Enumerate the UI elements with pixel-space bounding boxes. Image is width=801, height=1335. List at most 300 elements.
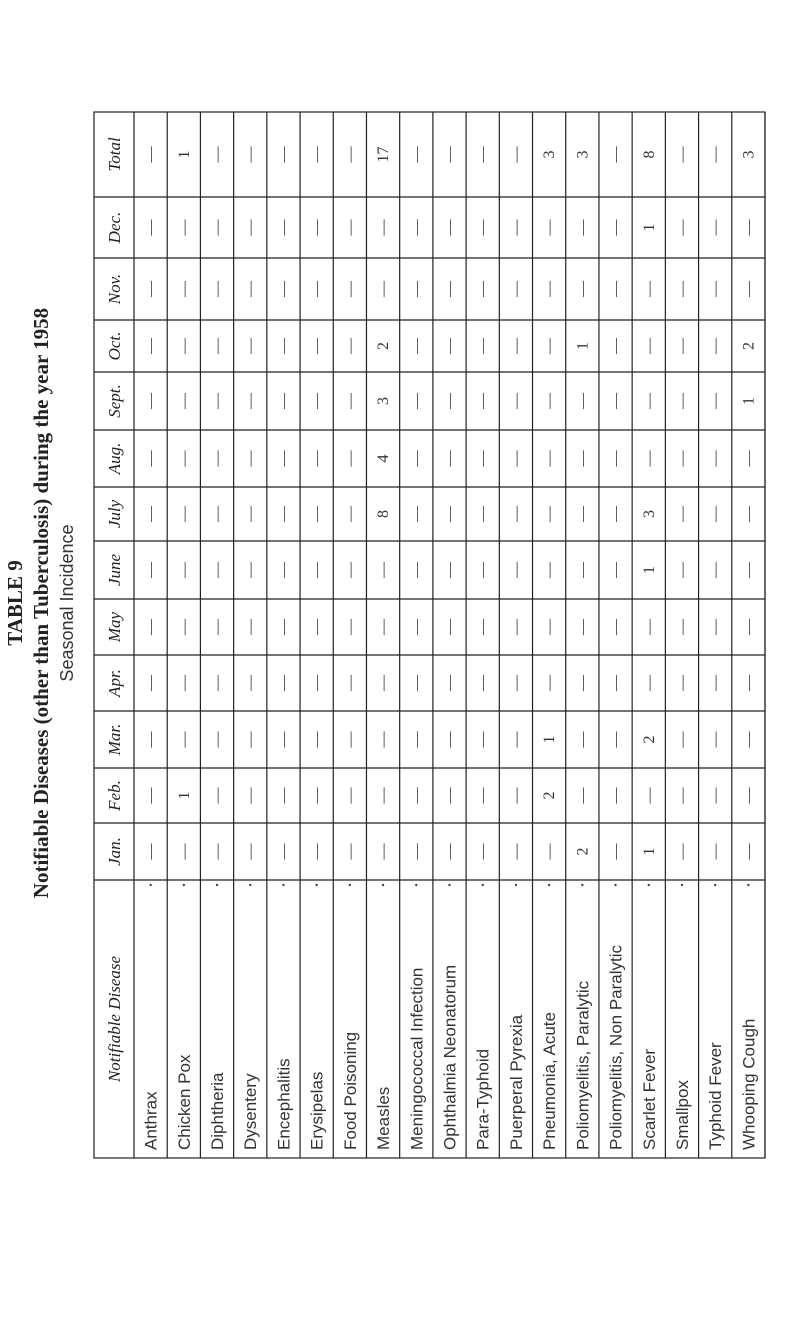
disease-name: Dysentery [241,1073,261,1150]
table-row [540,151,559,1151]
leader-dot [548,884,550,886]
cell-value: — [607,787,625,804]
leader-dot [714,884,716,886]
cell-value: — [574,731,592,748]
cell-value: — [474,843,492,860]
table-row [673,146,692,1151]
disease-name: Poliomyelitis, Non Paralytic [606,944,626,1150]
cell-value: — [740,219,758,236]
cell-value: — [507,506,525,522]
table-row [706,146,725,1151]
cell-value: — [474,731,492,748]
cell-value: — [275,506,293,522]
cell-value: — [142,675,160,691]
cell-value: — [607,281,625,297]
table-number: TABLE 9 [3,560,27,646]
cell-value: — [408,146,426,163]
cell-value: — [507,619,525,635]
cell-value: — [574,281,592,297]
cell-value: — [375,619,393,635]
column-header: June [105,553,124,587]
column-header: July [105,499,124,529]
cell-value: 3 [574,150,592,159]
cell-value: 1 [640,847,658,856]
cell-value: — [308,146,326,163]
cell-value: — [541,450,559,467]
cell-value: 1 [175,791,193,800]
table-row [341,146,360,1151]
cell-value: 1 [574,342,592,350]
cell-value: — [142,506,160,522]
cell-value: — [242,787,260,804]
cell-value: — [375,675,393,691]
cell-value: — [673,731,691,748]
leader-dot [315,884,317,886]
cell-value: — [673,675,691,691]
table-border [94,112,765,1158]
cell-value: — [541,393,559,409]
cell-value: — [441,675,459,691]
cell-value: — [707,619,725,635]
cell-value: — [275,731,293,748]
cell-value: — [209,219,227,236]
cell-value: — [740,450,758,467]
leader-dot [349,884,351,886]
column-header: May [105,611,124,643]
cell-value: — [209,843,227,860]
cell-value: — [507,562,525,578]
cell-value: — [474,146,492,163]
cell-value: — [507,843,525,860]
cell-value: — [441,506,459,522]
cell-value: — [673,619,691,635]
cell-value: — [541,562,559,578]
column-header: Jan. [105,837,124,866]
cell-value: — [607,146,625,163]
disease-name: Whooping Cough [739,1018,759,1150]
cell-value: — [673,393,691,409]
cell-value: — [175,843,193,860]
cell-value: — [408,562,426,578]
table-row [441,146,460,1151]
cell-value: — [541,281,559,297]
disease-name: Anthrax [141,1091,161,1150]
cell-value: — [441,450,459,467]
table-row [640,151,659,1151]
table-row [374,147,393,1151]
cell-value: — [507,787,525,804]
cell-value: — [408,393,426,409]
cell-value: 1 [740,397,758,405]
leader-dot [382,884,384,886]
cell-value: — [209,675,227,691]
cell-value: — [242,675,260,691]
cell-value: — [541,675,559,691]
cell-value: — [209,787,227,804]
cell-value: — [308,450,326,467]
cell-value: — [707,281,725,297]
cell-value: — [341,506,359,522]
cell-value: — [707,562,725,578]
cell-value: — [308,338,326,354]
cell-value: — [541,338,559,354]
disease-name: Pneumonia, Acute [540,1012,560,1150]
cell-value: — [375,843,393,860]
cell-value: — [308,675,326,691]
leader-dot [515,884,517,886]
cell-value: 1 [175,150,193,159]
cell-value: — [707,843,725,860]
cell-value: — [507,450,525,467]
cell-value: — [707,787,725,804]
cell-value: 4 [375,454,393,463]
cell-value: — [308,843,326,860]
cell-value: — [607,675,625,691]
cell-value: — [740,787,758,804]
cell-value: 3 [740,150,758,159]
cell-value: — [640,338,658,354]
leader-dot [282,884,284,886]
cell-value: — [209,619,227,635]
leader-dot [249,884,251,886]
leader-dot [614,884,616,886]
cell-value: — [640,619,658,635]
disease-name: Diphtheria [208,1072,228,1150]
cell-value: — [607,843,625,860]
cell-value: — [441,219,459,236]
table-row [407,146,426,1151]
cell-value: — [673,338,691,354]
cell-value: — [574,450,592,467]
cell-value: — [408,843,426,860]
table-row [142,146,161,1151]
cell-value: — [341,281,359,297]
cell-value: — [275,843,293,860]
cell-value: — [408,338,426,354]
column-header: Total [105,137,124,172]
column-header: Mar. [105,723,124,756]
cell-value: — [707,393,725,409]
disease-name: Erysipelas [307,1071,327,1150]
leader-dot [581,884,583,886]
cell-value: — [474,393,492,409]
cell-value: — [242,338,260,354]
cell-value: — [507,731,525,748]
cell-value: — [242,843,260,860]
cell-value: 17 [375,146,393,163]
cell-value: — [175,338,193,354]
cell-value: — [607,338,625,354]
cell-value: — [507,281,525,297]
column-header: Apr. [105,669,124,697]
cell-value: — [142,281,160,297]
cell-value: — [441,338,459,354]
cell-value: — [673,281,691,297]
cell-value: — [242,281,260,297]
cell-value: — [242,146,260,163]
cell-value: — [607,731,625,748]
cell-value: — [175,731,193,748]
leader-dot [747,884,749,886]
cell-value: — [275,562,293,578]
cell-value: — [308,562,326,578]
cell-value: — [474,619,492,635]
cell-value: — [308,731,326,748]
table-row [274,146,293,1151]
cell-value: — [574,787,592,804]
cell-value: — [142,562,160,578]
leader-dot [648,884,650,886]
cell-value: 1 [640,566,658,574]
cell-value: — [574,219,592,236]
cell-value: — [507,338,525,354]
table-row [308,146,327,1151]
cell-value: — [408,731,426,748]
cell-value: — [607,619,625,635]
cell-value: 3 [640,510,658,518]
cell-value: — [242,393,260,409]
cell-value: — [175,506,193,522]
cell-value: — [142,731,160,748]
table-row [208,146,227,1151]
leader-dot [681,884,683,886]
cell-value: — [375,219,393,236]
column-header: Aug. [105,442,124,475]
cell-value: — [740,506,758,522]
disease-name: Smallpox [672,1080,692,1150]
cell-value: — [507,219,525,236]
cell-value: — [673,450,691,467]
cell-value: — [441,787,459,804]
table-title: Notifiable Diseases (other than Tuberculosis) during the year 1958 [29,307,53,899]
cell-value: — [142,619,160,635]
table-row [739,151,758,1151]
disease-name: Measles [374,1086,394,1150]
cell-value: — [673,146,691,163]
cell-value: — [375,562,393,578]
disease-name: Food Poisoning [340,1031,360,1150]
cell-value: — [441,393,459,409]
cell-value: — [441,146,459,163]
table-row [573,151,592,1151]
cell-value: — [341,450,359,467]
cell-value: 8 [640,150,658,159]
table-row [607,146,626,1151]
cell-value: — [474,787,492,804]
cell-value: — [408,450,426,467]
table-row [241,146,260,1151]
cell-value: — [507,675,525,691]
cell-value: — [308,787,326,804]
cell-value: — [740,619,758,635]
cell-value: — [673,843,691,860]
cell-value: — [574,562,592,578]
cell-value: 2 [541,791,559,800]
cell-value: — [740,843,758,860]
cell-value: — [474,562,492,578]
column-header: Feb. [105,780,124,811]
leader-dot [216,884,218,886]
cell-value: — [408,675,426,691]
disease-name: Typhoid Fever [706,1042,726,1150]
cell-value: — [707,338,725,354]
cell-value: — [242,562,260,578]
cell-value: — [275,219,293,236]
cell-value: — [175,450,193,467]
cell-value: — [341,146,359,163]
cell-value: — [209,450,227,467]
cell-value: — [640,281,658,297]
cell-value: — [707,450,725,467]
cell-value: 1 [640,223,658,232]
cell-value: — [474,506,492,522]
cell-value: — [740,281,758,297]
cell-value: — [242,619,260,635]
cell-value: — [640,787,658,804]
disease-name: Ophthalmia Neonatorum [440,964,460,1150]
cell-value: — [375,731,393,748]
cell-value: — [474,219,492,236]
cell-value: — [209,338,227,354]
cell-value: — [242,506,260,522]
cell-value: — [341,219,359,236]
cell-value: — [275,338,293,354]
cell-value: — [308,219,326,236]
cell-value: — [308,281,326,297]
cell-value: — [441,619,459,635]
disease-name: Chicken Pox [174,1054,194,1150]
cell-value: — [574,506,592,522]
cell-value: — [408,219,426,236]
cell-value: 2 [375,342,393,350]
cell-value: — [142,843,160,860]
disease-name: Scarlet Fever [639,1048,659,1150]
cell-value: — [673,506,691,522]
cell-value: — [541,619,559,635]
column-header: Sept. [105,384,124,418]
cell-value: — [507,146,525,163]
cell-value: — [175,219,193,236]
cell-value: — [375,281,393,297]
column-header: Notifiable Disease [105,955,124,1083]
cell-value: — [341,393,359,409]
cell-value: — [441,281,459,297]
cell-value: — [607,562,625,578]
cell-value: 2 [574,847,592,856]
cell-value: — [541,219,559,236]
cell-value: — [673,787,691,804]
cell-value: — [142,787,160,804]
column-header: Oct. [105,331,124,361]
cell-value: — [474,281,492,297]
cell-value: — [441,562,459,578]
cell-value: 2 [740,342,758,350]
cell-value: — [541,843,559,860]
cell-value: — [175,281,193,297]
cell-value: — [175,675,193,691]
cell-value: — [341,562,359,578]
cell-value: — [707,219,725,236]
table-subtitle: Seasonal Incidence [57,524,77,682]
cell-value: — [640,393,658,409]
table-row [474,146,493,1151]
cell-value: — [507,393,525,409]
cell-value: — [142,219,160,236]
cell-value: — [707,731,725,748]
cell-value: — [441,843,459,860]
cell-value: — [607,506,625,522]
cell-value: — [474,338,492,354]
cell-value: — [408,506,426,522]
cell-value: — [707,146,725,163]
cell-value: — [341,675,359,691]
cell-value: — [574,393,592,409]
cell-value: — [740,675,758,691]
cell-value: — [242,219,260,236]
cell-value: — [640,450,658,467]
cell-value: — [341,843,359,860]
cell-value: — [308,506,326,522]
disease-name: Puerperal Pyrexia [506,1014,526,1150]
cell-value: — [242,450,260,467]
cell-value: — [408,619,426,635]
cell-value: 2 [640,735,658,744]
cell-value: — [275,281,293,297]
cell-value: — [673,562,691,578]
table-grid [94,112,765,1158]
table-row [507,146,526,1151]
cell-value: — [209,506,227,522]
cell-value: — [308,619,326,635]
cell-value: — [541,506,559,522]
cell-value: — [275,787,293,804]
cell-value: — [607,219,625,236]
cell-value: 3 [541,150,559,159]
leader-dot [415,884,417,886]
disease-name: Encephalitis [274,1058,294,1150]
cell-value: — [142,393,160,409]
disease-name: Meningococcal Infection [407,967,427,1150]
cell-value: — [341,787,359,804]
column-header: Dec. [105,211,124,244]
leader-dot [482,884,484,886]
cell-value: — [275,675,293,691]
cell-value: 1 [541,735,559,744]
leader-dot [183,884,185,886]
cell-value: — [707,675,725,691]
cell-value: — [441,731,459,748]
cell-value: — [740,731,758,748]
cell-value: — [740,562,758,578]
cell-value: — [474,450,492,467]
column-headers [105,137,124,1083]
cell-value: 3 [375,397,393,405]
disease-name: Poliomyelitis, Paralytic [573,980,593,1150]
cell-value: — [474,675,492,691]
leader-dot [149,884,151,886]
table-row [175,151,194,1151]
cell-value: — [175,562,193,578]
cell-value: — [142,450,160,467]
cell-value: — [275,393,293,409]
cell-value: — [275,450,293,467]
disease-name: Para-Typhoid [473,1048,493,1150]
cell-value: — [275,146,293,163]
cell-value: — [408,787,426,804]
cell-value: — [209,562,227,578]
cell-value: — [375,787,393,804]
cell-value: — [209,731,227,748]
